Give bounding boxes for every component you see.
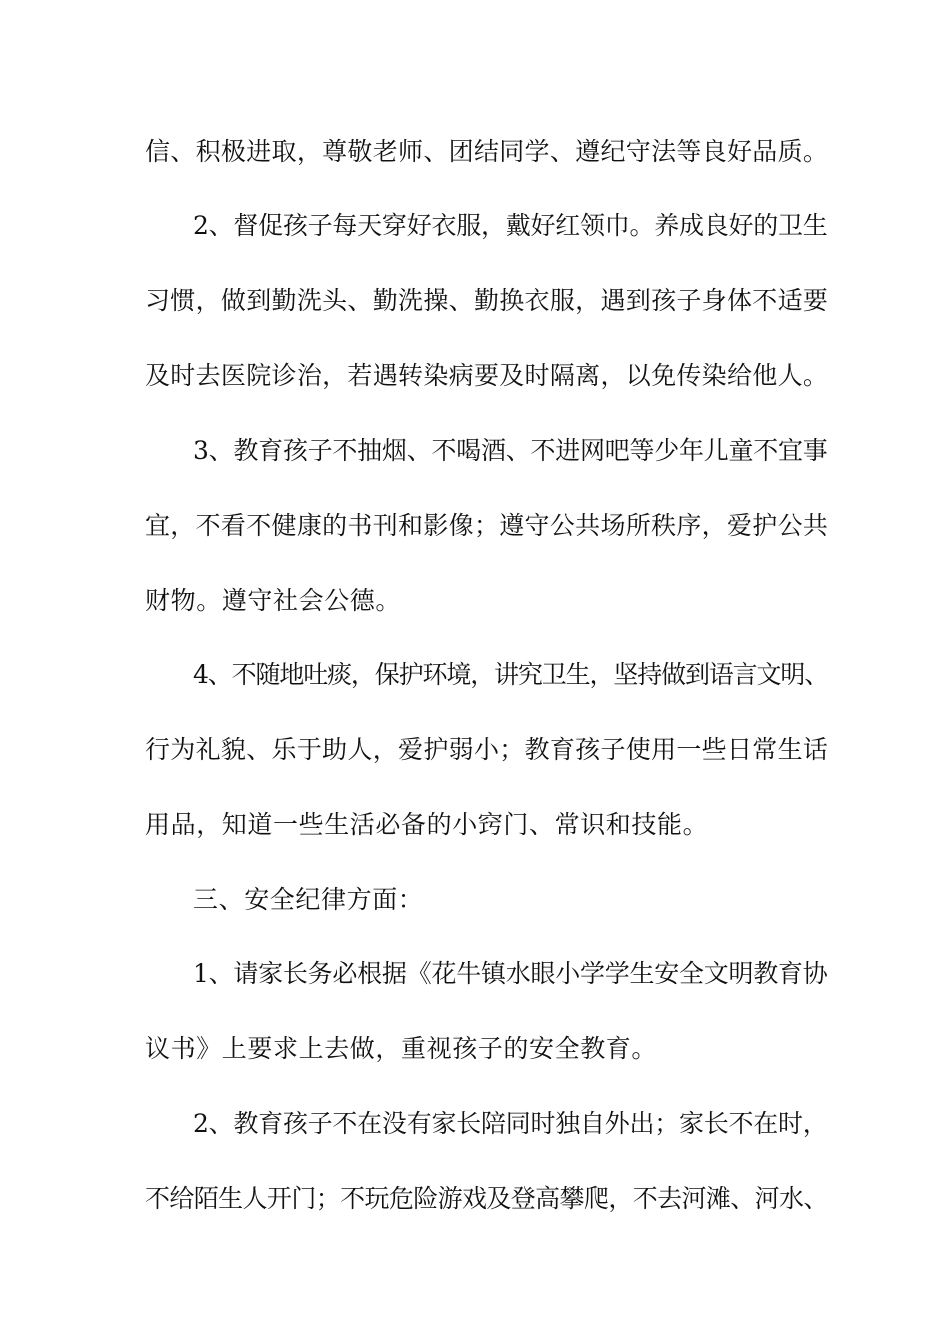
text-line: 信、积极进取，尊敬老师、团结同学、遵纪守法等良好品质。 xyxy=(145,137,829,166)
text-line: 议书》上要求上去做，重视孩子的安全教育。 xyxy=(145,1034,658,1063)
section-heading: 三、安全纪律方面： xyxy=(193,885,424,914)
text-line: 习惯，做到勤洗头、勤洗操、勤换衣服，遇到孩子身体不适要 xyxy=(145,286,829,315)
list-item-text: 2、教育孩子不在没有家长陪同时独自外出；家长不在时， xyxy=(193,1109,828,1138)
list-item-text: 2、督促孩子每天穿好衣服，戴好红领巾。养成良好的卫生 xyxy=(193,211,828,240)
text-line: 用品，知道一些生活必备的小窍门、常识和技能。 xyxy=(145,810,709,839)
text-line: 及时去医院诊治，若遇转染病要及时隔离，以免传染给他人。 xyxy=(145,361,829,390)
text-line: 宜，不看不健康的书刊和影像；遵守公共场所秩序，爱护公共 xyxy=(145,511,829,540)
text-line: 行为礼貌、乐于助人，爱护弱小；教育孩子使用一些日常生话 xyxy=(145,735,829,764)
list-item-text: 1、请家长务必根据《花牛镇水眼小学学生安全文明教育协 xyxy=(193,959,828,988)
text-line: 不给陌生人开门；不玩危险游戏及登高攀爬，不去河滩、河水、 xyxy=(145,1184,828,1213)
text-line: 财物。遵守社会公德。 xyxy=(145,586,402,615)
list-item-text: 3、教育孩子不抽烟、不喝酒、不进网吧等少年儿童不宜事 xyxy=(193,436,828,465)
list-item-text: 4、不随地吐痰，保护环境，讲究卫生，坚持做到语言文明、 xyxy=(193,660,829,689)
